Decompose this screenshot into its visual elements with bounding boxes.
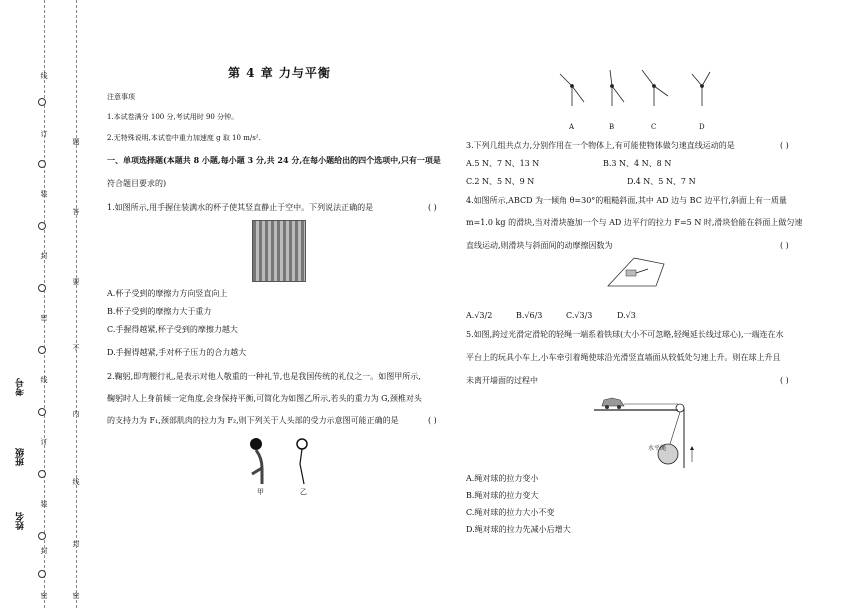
margin-char: 封 <box>72 540 80 548</box>
class-label: 班级 <box>16 448 26 466</box>
q5-option-d: D.绳对球的拉力先减小后增大 <box>466 525 571 534</box>
margin-char: 线 <box>40 376 48 384</box>
margin-char: 线 <box>40 72 48 80</box>
q1-stem: 1.如图所示,用手握住装满水的杯子使其竖直静止于空中。下列说法正确的是 <box>107 203 374 212</box>
margin-char: 装 <box>40 500 48 508</box>
q4-option-c: C.√3/3 <box>566 311 593 320</box>
margin-char: 订 <box>40 438 48 446</box>
q1-option-d: D.手握得越紧,手对杯子压力的合力越大 <box>107 348 247 357</box>
pulley-icon <box>676 404 684 412</box>
exam-number-label: 考号 <box>16 378 26 396</box>
binding-hole <box>38 408 46 416</box>
margin-char: 密 <box>40 314 48 322</box>
force-diagram-d <box>692 72 710 106</box>
margin-char: 题 <box>72 138 80 146</box>
force-diagram-b <box>610 70 624 106</box>
incline-diagram <box>604 256 668 296</box>
q2-stem-line: 鞠躬时人上身前倾一定角度,会身保持平衡,可简化为如图乙所示,若头的重力为 G,颈椎对头 <box>107 394 422 403</box>
force-diagram-c <box>642 70 668 106</box>
force-diagram-label: D <box>699 123 705 131</box>
binding-hole <box>38 570 46 578</box>
q1-option-a: A.杯子受到的摩擦力方向竖直向上 <box>107 289 228 298</box>
cup-in-hand-photo <box>252 220 306 282</box>
binding-hole <box>38 470 46 478</box>
q5-option-b: B.绳对球的拉力变大 <box>466 491 539 500</box>
q4-stem-line: m=1.0 kg 的滑块,当对滑块施加一个与 AD 边平行的拉力 F=5 N 时,滑块恰能在斜面上做匀速 <box>466 218 803 227</box>
toy-car-icon <box>602 398 624 406</box>
margin-char: 密 <box>40 592 48 600</box>
q4-answer-paren: ( ) <box>780 241 789 250</box>
q5-stem-line: 5.如图,跨过光滑定滑轮的轻绳一端系着铁球(大小不可忽略,轻绳延长线过球心),一端连在水 <box>466 330 784 339</box>
binding-hole <box>38 346 46 354</box>
notice-item: 1.本试卷满分 100 分,考试用时 90 分钟。 <box>107 113 239 121</box>
name-label: 姓名 <box>16 512 26 530</box>
q3-option-b: B.3 N、4 N、8 N <box>603 159 672 168</box>
binding-hole <box>38 98 46 106</box>
margin-char: 不 <box>72 344 80 352</box>
q4-option-d: D.√3 <box>617 311 636 320</box>
q5-stem-line: 平台上的玩具小车上,小车牵引着绳使球沿光滑竖直墙面从较低处匀速上升。则在球上升且 <box>466 353 781 362</box>
q3-option-a: A.5 N、7 N、13 N <box>466 159 540 168</box>
q4-stem-line: 4.如图所示,ABCD 为一倾角 θ=30°的粗糙斜面,其中 AD 边与 BC 边平行,斜面上有一质量 <box>466 196 787 205</box>
q1-answer-paren: ( ) <box>428 203 437 212</box>
force-diagram-label: C <box>651 123 657 131</box>
bow-figure <box>240 434 320 494</box>
binding-hole <box>38 532 46 540</box>
q3-answer-paren: ( ) <box>780 141 789 150</box>
margin-char: 封 <box>40 252 48 260</box>
notice-item: 2.无特殊说明,本试卷中重力加速度 g 取 10 m/s². <box>107 134 261 142</box>
margin-char: 内 <box>72 410 80 418</box>
margin-char: 答 <box>72 208 80 216</box>
force-diagram-label: A <box>569 123 575 131</box>
q3-stem: 3.下列几组共点力,分别作用在一个物体上,有可能使物体做匀速直线运动的是 <box>466 141 735 150</box>
margin-char: 密 <box>72 592 80 600</box>
margin-char: 装 <box>40 190 48 198</box>
q3-option-d: D.4 N、5 N、7 N <box>627 177 696 186</box>
q3-option-c: C.2 N、5 N、9 N <box>466 177 535 186</box>
q5-answer-paren: ( ) <box>780 376 789 385</box>
q4-option-b: B.√6/3 <box>516 311 543 320</box>
margin-char: 要 <box>72 278 80 286</box>
force-diagrams <box>550 66 730 126</box>
pulley-diagram <box>594 388 704 470</box>
page-title: 第 4 章 力与平衡 <box>228 66 331 80</box>
q4-option-a: A.√3/2 <box>466 311 493 320</box>
q4-stem-line: 直线运动,则滑块与斜面间的动摩擦因数为 <box>466 241 613 250</box>
q1-option-b: B.杯子受到的摩擦力大于重力 <box>107 307 212 316</box>
q5-option-a: A.绳对球的拉力变小 <box>466 474 539 483</box>
q2-stem-line: 2.鞠躬,即弯腰行礼,是表示对他人敬重的一种礼节,也是我国传统的礼仪之一。如图甲所示, <box>107 372 421 381</box>
q5-stem-line: 未离开墙面的过程中 <box>466 376 538 385</box>
figure-label-jia: 甲 <box>257 488 264 496</box>
section-heading-cont: 符合题目要求的) <box>107 179 167 188</box>
margin-char: 封 <box>40 547 48 555</box>
q5-option-c: C.绳对球的拉力大小不变 <box>466 508 555 517</box>
force-diagram-label: B <box>609 123 615 131</box>
binding-line-outer <box>44 0 45 608</box>
section-heading: 一、单项选择题(本题共 8 小题,每小题 3 分,共 24 分,在每小题给出的四个选项中,只有一项是 <box>107 155 441 165</box>
binding-hole <box>38 160 46 168</box>
q2-stem-line: 的支持力为 F₁,颈部肌肉的拉力为 F₂,则下列关于人头部的受力示意图可能正确的是 <box>107 416 399 425</box>
horizontal-rope-label: 水平绳 <box>648 445 667 452</box>
head-jia-icon <box>250 438 262 450</box>
margin-char: 线 <box>72 478 80 486</box>
q2-answer-paren: ( ) <box>428 416 437 425</box>
head-yi-icon <box>297 439 307 449</box>
notice-heading: 注意事项 <box>107 93 135 101</box>
binding-line-inner <box>76 0 77 608</box>
q1-option-c: C.手握得越紧,杯子受到的摩擦力越大 <box>107 325 238 334</box>
margin-char: 订 <box>40 130 48 138</box>
binding-hole <box>38 222 46 230</box>
figure-label-yi: 乙 <box>300 488 307 496</box>
binding-hole <box>38 284 46 292</box>
force-diagram-a <box>560 74 584 106</box>
